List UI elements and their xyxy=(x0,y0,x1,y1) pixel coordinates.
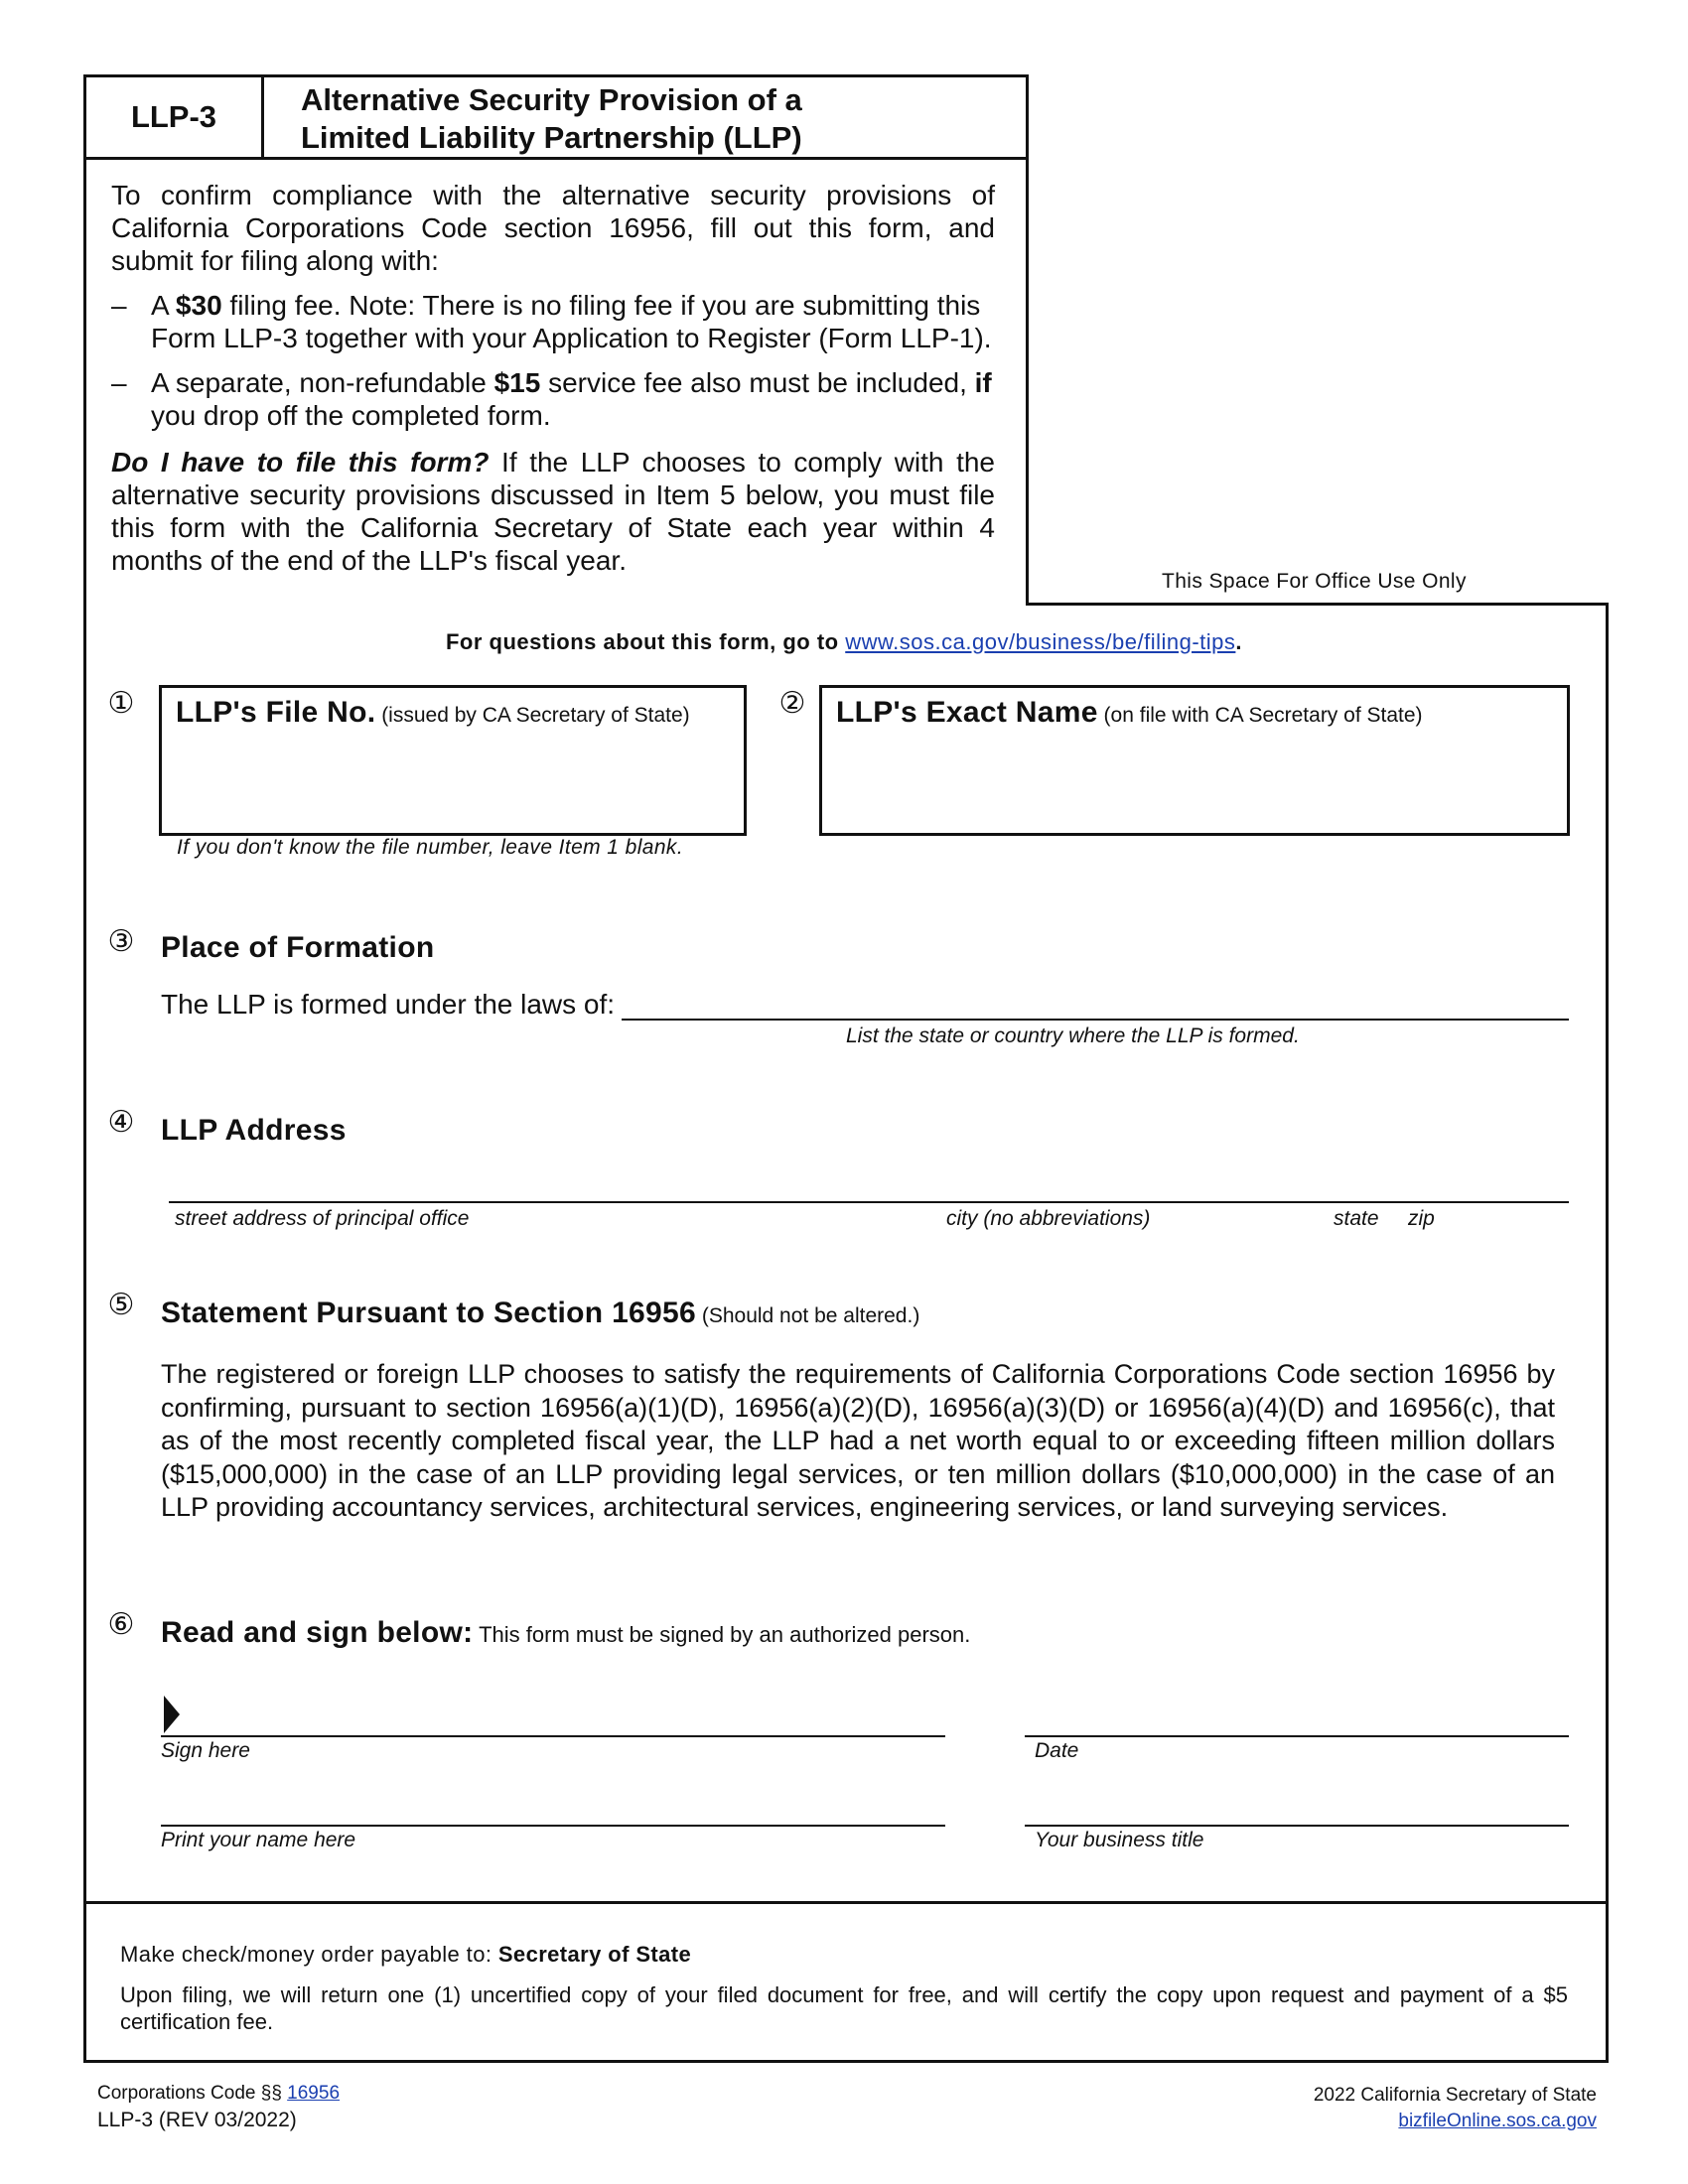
print-name-label: Print your name here xyxy=(161,1829,356,1851)
intro-bullet-2: – A separate, non-refundable $15 service fee also must be included, if you drop off the completed form. xyxy=(111,367,992,431)
intro-section xyxy=(111,179,995,577)
main-right-border xyxy=(1606,603,1609,1904)
footer-rev: LLP-3 (REV 03/2022) xyxy=(97,2109,297,2131)
date-label: Date xyxy=(1035,1739,1079,1762)
sign-arrow-icon xyxy=(164,1696,180,1733)
item-3-note: List the state or country where the LLP is formed. xyxy=(846,1024,1300,1047)
item-2-label: LLP's Exact Name xyxy=(836,696,1098,729)
footer-copyright: 2022 California Secretary of State xyxy=(1313,2085,1597,2106)
item-1-label: LLP's File No. xyxy=(176,696,376,729)
item-4-number: ④ xyxy=(107,1105,135,1140)
payment-box xyxy=(83,1901,1609,2063)
footer-code: Corporations Code §§ 16956 xyxy=(97,2083,341,2104)
office-use-label: This Space For Office Use Only xyxy=(1162,570,1467,593)
formation-input[interactable] xyxy=(622,1019,1569,1021)
code-link[interactable]: 16956 xyxy=(287,2083,341,2104)
filing-tips-link[interactable]: www.sos.ca.gov/business/be/filing-tips xyxy=(845,629,1236,654)
intro-paragraph: To confirm compliance with the alternative security provisions of California Corporations Code section 16956, fill out this form, and submit for filing along with: xyxy=(111,180,995,276)
item-6-label: Read and sign below: xyxy=(161,1616,474,1649)
item-2-number: ② xyxy=(778,686,806,721)
address-input[interactable] xyxy=(169,1201,1569,1203)
exact-name-field[interactable]: LLP's Exact Name (on file with CA Secretary of State) xyxy=(819,685,1570,836)
questions-line: For questions about this form, go to www.sos.ca.gov/business/be/filing-tips. xyxy=(445,629,1243,654)
footer-site xyxy=(1398,2111,1597,2132)
bizfile-link[interactable]: bizfileOnline.sos.ca.gov xyxy=(1398,2111,1597,2131)
form-id: LLP-3 xyxy=(86,77,264,157)
item-4-label: LLP Address xyxy=(161,1114,347,1147)
item-5-heading: Statement Pursuant to Section 16956 (Should not be altered.) xyxy=(161,1297,920,1329)
item-5-statement: The registered or foreign LLP chooses to satisfy the requirements of California Corporations Code section 16956 by confirming, pursuant to section 16956(a)(1)(D), 16956(a)(2)(D), 16956(a)(3)(D) or 16956(a)(4)(D) and 16956(c), that as of the most recently completed fiscal year, the LLP had a net worth equal to or exceeding fifteen million dollars ($15,000,000) in the case of an LLP providing legal services, or ten million dollars ($10,000,000) in the case of an LLP providing accountancy services, architectural services, engineering services, or land surveying services. xyxy=(161,1359,1555,1522)
form-title xyxy=(301,81,802,157)
item-3-number: ③ xyxy=(107,924,135,959)
office-top-border xyxy=(1026,603,1609,606)
item-1-number: ① xyxy=(107,686,135,721)
item-6-heading: Read and sign below: This form must be signed by an authorized person. xyxy=(161,1616,971,1649)
faq-question: Do I have to file this form? xyxy=(111,447,490,478)
city-label: city (no abbreviations) xyxy=(946,1207,1151,1230)
item-5-number: ⑤ xyxy=(107,1288,135,1322)
intro-faq xyxy=(111,446,995,577)
formation-text: The LLP is formed under the laws of: xyxy=(161,989,616,1020)
form-title-line2: Limited Liability Partnership (LLP) xyxy=(301,120,802,155)
business-title-input[interactable] xyxy=(1025,1825,1569,1827)
payee: Secretary of State xyxy=(497,1942,692,1967)
return-note: Upon filing, we will return one (1) uncertified copy of your filed document for free, and will certify the copy upon request and payment of a $5 certification fee. xyxy=(120,1982,1568,2034)
sign-here-label: Sign here xyxy=(161,1739,250,1762)
item-6-number: ⑥ xyxy=(107,1607,135,1642)
street-label: street address of principal office xyxy=(175,1207,470,1230)
zip-label: zip xyxy=(1408,1207,1435,1230)
payee-line: Make check/money order payable to: Secretary of State xyxy=(120,1942,692,1967)
intro-box-left-border xyxy=(83,157,86,1904)
intro-box-right-border xyxy=(1026,157,1029,606)
faq-answer: If the LLP chooses to comply with the alternative security provisions discussed in Item 5 below, you must file this form with the California Secretary of State each year within 4 months of the end of the LLP's fiscal year. xyxy=(111,447,996,576)
item-1-note: If you don't know the file number, leave Item 1 blank. xyxy=(177,836,684,859)
form-header xyxy=(83,74,1029,160)
signature-input[interactable] xyxy=(161,1735,945,1737)
date-input[interactable] xyxy=(1025,1735,1569,1737)
business-title-label: Your business title xyxy=(1035,1829,1204,1851)
file-number-field[interactable]: LLP's File No. (issued by CA Secretary of State) xyxy=(159,685,747,836)
item-5-label: Statement Pursuant to Section 16956 xyxy=(161,1297,696,1329)
item-3-label: Place of Formation xyxy=(161,931,435,964)
print-name-input[interactable] xyxy=(161,1825,945,1827)
form-title-line1: Alternative Security Provision of a xyxy=(301,82,802,117)
intro-bullet-1: – A $30 filing fee. Note: There is no filing fee if you are submitting this Form LLP-3 together with your Application to Register (Form LLP-1). xyxy=(111,290,992,353)
state-label: state xyxy=(1334,1207,1379,1230)
